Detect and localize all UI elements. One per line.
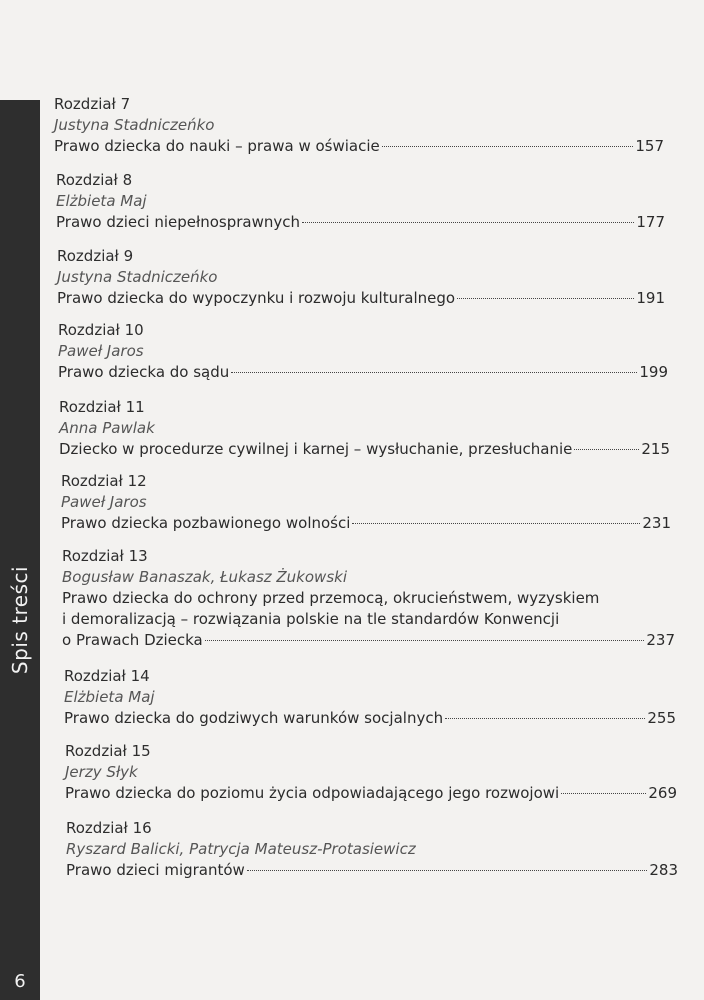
page-number-ref: 255 [647,709,676,727]
chapter-label: Rozdział 7 [54,95,131,113]
chapter-title: o Prawach Dziecka [62,631,203,649]
chapter-title: Prawo dziecka do nauki – prawa w oświacie [54,137,380,155]
page-number-ref: 237 [646,631,675,649]
dot-leader [457,298,634,299]
dot-leader [302,222,634,223]
toc-entry [65,741,677,804]
author-name: Anna Pawlak [59,419,155,437]
author-name: Ryszard Balicki, Patrycja Mateusz-Protasiewicz [66,840,416,858]
chapter-title: Prawo dziecka do sądu [58,363,230,381]
author-name: Jerzy Słyk [65,763,138,781]
dot-leader [574,449,639,450]
author-name: Paweł Jaros [61,493,147,511]
page-number-ref: 191 [636,289,665,307]
author-name: Elżbieta Maj [56,192,147,210]
chapter-label: Rozdział 14 [64,667,150,685]
chapter-title: Prawo dzieci niepełnosprawnych [56,213,301,231]
chapter-title: Prawo dziecka pozbawionego wolności [61,514,351,532]
author-name: Justyna Stadniczeńko [57,268,218,286]
toc-entry [64,666,676,729]
dot-leader [382,146,634,147]
chapter-label: Rozdział 8 [56,171,133,189]
chapter-title-row [62,630,675,651]
dot-leader [561,793,646,794]
chapter-title: Dziecko w procedurze cywilnej i karnej – wysłuchanie, przesłuchanie [59,440,573,458]
chapter-title-line: i demoralizacją – rozwiązania polskie na tle standardów Konwencji [62,610,560,628]
page-number-ref: 215 [641,440,670,458]
chapter-title-row [61,513,671,534]
page-number-ref: 283 [649,861,678,879]
chapter-label: Rozdział 13 [62,547,148,565]
page-number-ref: 177 [636,213,665,231]
toc-entry [59,397,670,460]
chapter-title: Prawo dzieci migrantów [66,861,245,879]
toc-entry [58,320,668,383]
section-title: Spis treści [8,565,32,675]
dot-leader [205,640,645,641]
chapter-title: Prawo dziecka do godziwych warunków socjalnych [64,709,444,727]
toc-entry [54,94,664,157]
chapter-title-row [66,860,678,881]
chapter-title: Prawo dziecka do poziomu życia odpowiadającego jego rozwojowi [65,784,560,802]
chapter-label: Rozdział 15 [65,742,151,760]
chapter-title-row [65,783,677,804]
toc-entry [56,170,665,233]
author-name: Bogusław Banaszak, Łukasz Żukowski [62,568,347,586]
author-name: Elżbieta Maj [64,688,155,706]
page-number: 6 [14,971,26,992]
chapter-label: Rozdział 11 [59,398,145,416]
toc-entry [62,546,675,651]
author-name: Justyna Stadniczeńko [54,116,215,134]
chapter-label: Rozdział 16 [66,819,152,837]
dot-leader [247,870,648,871]
toc-entry [66,818,678,881]
page-number-ref: 199 [639,363,668,381]
dot-leader [445,718,645,719]
chapter-label: Rozdział 9 [57,247,134,265]
toc-entry [57,246,665,309]
dot-leader [352,523,640,524]
chapter-title-row [64,708,676,729]
page-number-ref: 157 [635,137,664,155]
chapter-title: Prawo dziecka do wypoczynku i rozwoju kulturalnego [57,289,456,307]
toc-entry [61,471,671,534]
chapter-title-row [56,212,665,233]
chapter-title-line: Prawo dziecka do ochrony przed przemocą, okrucieństwem, wyzyskiem [62,589,600,607]
author-name: Paweł Jaros [58,342,144,360]
chapter-title-row [57,288,665,309]
chapter-title-row [58,362,668,383]
page-number-ref: 231 [642,514,671,532]
chapter-label: Rozdział 12 [61,472,147,490]
dot-leader [231,372,637,373]
chapter-title-row [59,439,670,460]
page-number-ref: 269 [648,784,677,802]
chapter-title-row [54,136,664,157]
chapter-label: Rozdział 10 [58,321,144,339]
